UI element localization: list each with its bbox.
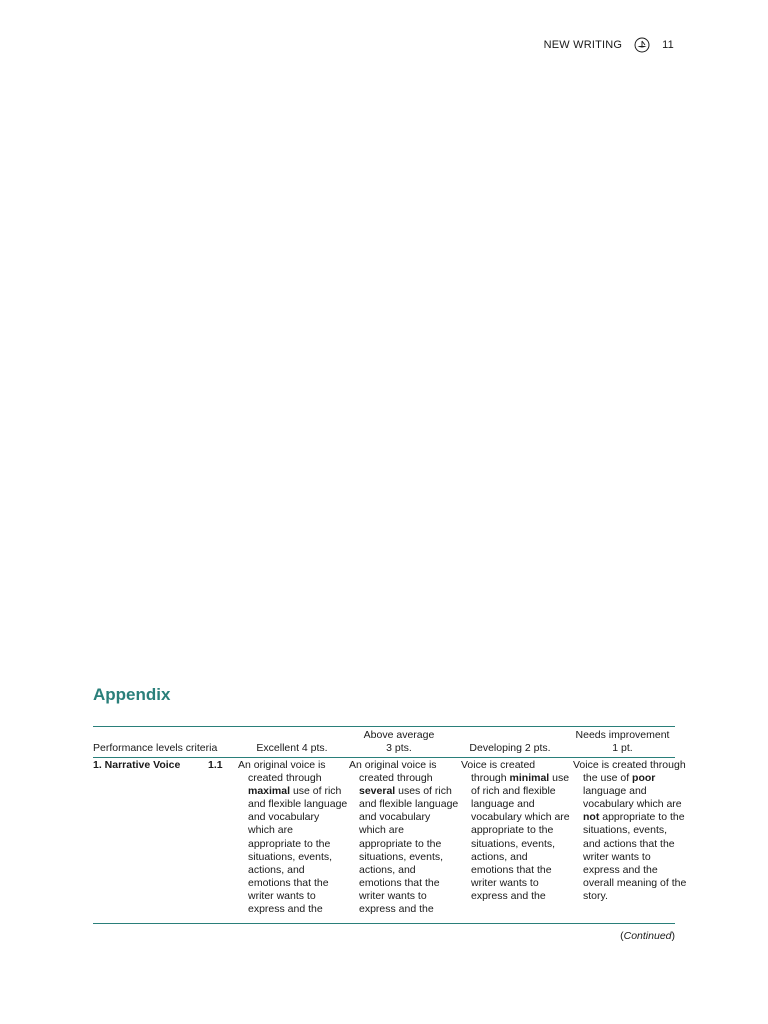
cell-above-average: An original voice is created through several uses of rich and flexible language and vocabulary which are appropriate to the situations, events, actions, and emotions that the writer wants to express and the bbox=[349, 759, 459, 916]
table-header-rule bbox=[93, 757, 675, 758]
journal-title: NEW WRITING bbox=[543, 39, 623, 51]
criterion-label: 1. Narrative Voice bbox=[93, 759, 181, 771]
header-developing: Developing 2 pts. bbox=[469, 742, 551, 754]
table-bottom-rule bbox=[93, 923, 675, 924]
cell-excellent: An original voice is created through maximal use of rich and flexible language and vocabulary which are appropriate to the situations, events, actions, and emotions that the writer wants to express and the bbox=[238, 759, 348, 916]
running-header bbox=[544, 37, 674, 53]
header-criteria: Performance levels criteria bbox=[93, 742, 218, 754]
publisher-logo-icon bbox=[634, 37, 650, 53]
criterion-number: 1.1 bbox=[208, 759, 223, 771]
continued-note: (Continued) bbox=[620, 930, 675, 942]
table-top-rule bbox=[93, 726, 675, 727]
header-needs-improvement: Needs improvement 1 pt. bbox=[575, 729, 670, 754]
header-excellent: Excellent 4 pts. bbox=[256, 742, 328, 754]
header-above-average: Above average 3 pts. bbox=[363, 729, 435, 754]
page-number: 11 bbox=[662, 39, 674, 51]
appendix-heading: Appendix bbox=[93, 685, 171, 704]
cell-needs-improvement: Voice is created through the use of poor language and vocabulary which are not appropriate to the situations, events, and actions that the writer wants to express and the overall meaning of the story. bbox=[573, 759, 687, 902]
cell-developing: Voice is created through minimal use of rich and flexible language and vocabulary which are appropriate to the situations, events, actions, and emotions that the writer wants to express and the bbox=[461, 759, 570, 902]
